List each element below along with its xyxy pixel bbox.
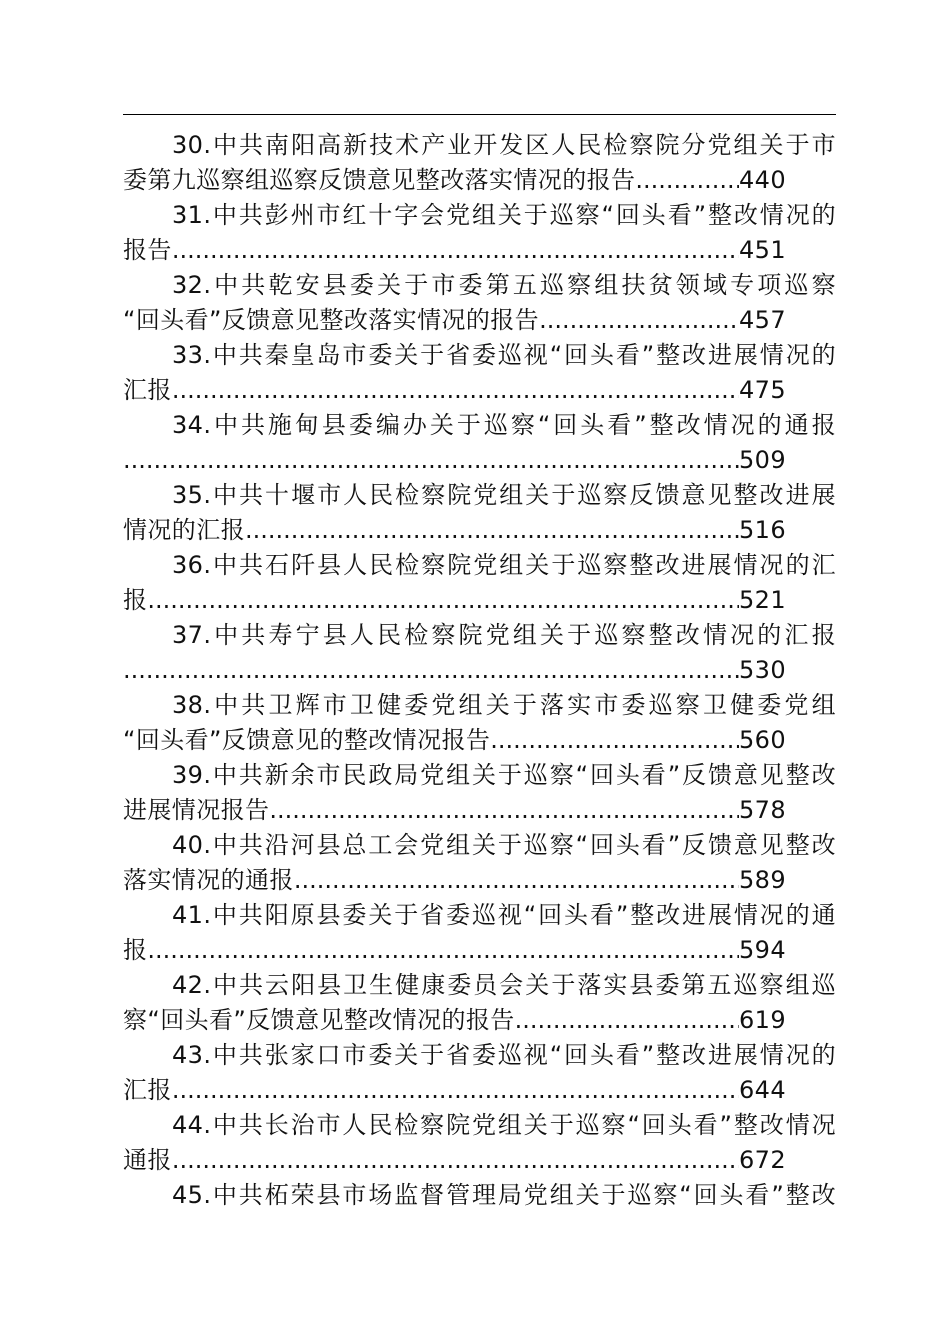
toc-page-number: 530 bbox=[738, 656, 786, 684]
toc-entry-title: 36.中共石阡县人民检察院党组关于巡察整改进展情况的汇 bbox=[172, 551, 836, 579]
toc-entry-title: 44.中共长治市人民检察院党组关于巡察“回头看”整改情况 bbox=[172, 1111, 836, 1139]
toc-entry[interactable] bbox=[123, 828, 836, 898]
toc-entry-title: 31.中共彭州市红十字会党组关于巡察“回头看”整改情况的 bbox=[172, 201, 836, 229]
toc-entry[interactable] bbox=[123, 128, 836, 198]
toc-entry-title-continuation: 汇报 bbox=[123, 376, 172, 404]
toc-entry-leader-line bbox=[123, 583, 786, 618]
toc-page-number: 594 bbox=[738, 936, 786, 964]
dot-leader bbox=[123, 653, 739, 688]
toc-entry-title: 32.中共乾安县委关于市委第五巡察组扶贫领域专项巡察 bbox=[172, 271, 836, 299]
toc-entry-leader-line bbox=[123, 163, 786, 198]
toc-entry-title: 33.中共秦皇岛市委关于省委巡视“回头看”整改进展情况的 bbox=[172, 341, 836, 369]
toc-entry-leader-line bbox=[123, 793, 786, 828]
toc-page-number: 457 bbox=[738, 306, 786, 334]
toc-entry[interactable] bbox=[123, 338, 836, 408]
toc-entry[interactable] bbox=[123, 1108, 836, 1178]
toc-entry-leader-line bbox=[123, 303, 786, 338]
toc-page-number: 521 bbox=[738, 586, 786, 614]
dot-leader bbox=[269, 793, 739, 828]
toc-page-number: 672 bbox=[738, 1146, 786, 1174]
toc-entry-title: 42.中共云阳县卫生健康委员会关于落实县委第五巡察组巡 bbox=[172, 971, 836, 999]
toc-entry[interactable] bbox=[123, 268, 836, 338]
toc-entry[interactable] bbox=[123, 198, 836, 268]
toc-entry-title: 45.中共柘荣县市场监督管理局党组关于巡察“回头看”整改 bbox=[172, 1181, 836, 1209]
toc-entry-title: 41.中共阳原县委关于省委巡视“回头看”整改进展情况的通 bbox=[172, 901, 836, 929]
toc-entry-title-continuation: 情况的汇报 bbox=[123, 516, 245, 544]
dot-leader bbox=[172, 1143, 739, 1178]
toc-entry-leader-line bbox=[123, 933, 786, 968]
toc-entry-leader-line bbox=[123, 373, 786, 408]
toc-page-number: 644 bbox=[738, 1076, 786, 1104]
toc-entry-title-continuation: 报告 bbox=[123, 236, 172, 264]
header-rule bbox=[123, 114, 836, 115]
dot-leader bbox=[245, 513, 739, 548]
toc-entry-leader-line bbox=[123, 1073, 786, 1108]
dot-leader bbox=[172, 1073, 739, 1108]
toc-entry[interactable] bbox=[123, 618, 836, 688]
toc-entry-title-continuation: 通报 bbox=[123, 1146, 172, 1174]
toc-page-number: 440 bbox=[738, 166, 786, 194]
toc-entry-title-continuation: 落实情况的通报 bbox=[123, 866, 294, 894]
toc-entry-title-continuation: “回头看”反馈意见的整改情况报告 bbox=[123, 726, 491, 754]
toc-entry-title: 43.中共张家口市委关于省委巡视“回头看”整改进展情况的 bbox=[172, 1041, 836, 1069]
dot-leader bbox=[172, 233, 739, 268]
toc-entry-title: 35.中共十堰市人民检察院党组关于巡察反馈意见整改进展 bbox=[172, 481, 836, 509]
toc-entry-title-continuation: “回头看”反馈意见整改落实情况的报告 bbox=[123, 306, 540, 334]
toc-page-number: 589 bbox=[738, 866, 786, 894]
toc-entry-leader-line bbox=[123, 1003, 786, 1038]
toc-entry[interactable] bbox=[123, 478, 836, 548]
table-of-contents bbox=[123, 128, 836, 1213]
dot-leader bbox=[123, 443, 739, 478]
toc-entry-leader-line bbox=[123, 653, 786, 688]
toc-entry-title-continuation: 汇报 bbox=[123, 1076, 172, 1104]
toc-entry[interactable] bbox=[123, 898, 836, 968]
toc-entry-title: 40.中共沿河县总工会党组关于巡察“回头看”反馈意见整改 bbox=[172, 831, 836, 859]
toc-entry[interactable] bbox=[123, 548, 836, 618]
toc-page-number: 509 bbox=[738, 446, 786, 474]
dot-leader bbox=[490, 723, 739, 758]
toc-entry-title: 34.中共施甸县委编办关于巡察“回头看”整改情况的通报 bbox=[172, 411, 836, 439]
toc-entry-title-continuation: 进展情况报告 bbox=[123, 796, 270, 824]
dot-leader bbox=[172, 373, 739, 408]
toc-entry-title: 30.中共南阳高新技术产业开发区人民检察院分党组关于市 bbox=[172, 131, 836, 159]
toc-entry-leader-line bbox=[123, 513, 786, 548]
toc-entry-leader-line bbox=[123, 443, 786, 478]
dot-leader bbox=[147, 933, 739, 968]
dot-leader bbox=[635, 163, 739, 198]
toc-entry[interactable] bbox=[123, 408, 836, 478]
toc-entry[interactable] bbox=[123, 968, 836, 1038]
toc-entry-title-continuation: 察“回头看”反馈意见整改情况的报告 bbox=[123, 1006, 515, 1034]
toc-page-number: 619 bbox=[738, 1006, 786, 1034]
toc-entry[interactable] bbox=[123, 688, 836, 758]
toc-page-number: 516 bbox=[738, 516, 786, 544]
toc-entry-title-continuation: 报 bbox=[123, 936, 148, 964]
toc-entry-title-continuation: 委第九巡察组巡察反馈意见整改落实情况的报告 bbox=[123, 166, 636, 194]
toc-entry-leader-line bbox=[123, 233, 786, 268]
toc-entry-leader-line bbox=[123, 1143, 786, 1178]
dot-leader bbox=[515, 1003, 739, 1038]
dot-leader bbox=[539, 303, 739, 338]
dot-leader bbox=[147, 583, 739, 618]
toc-page-number: 578 bbox=[738, 796, 786, 824]
toc-entry[interactable] bbox=[123, 1178, 836, 1213]
toc-entry-title: 38.中共卫辉市卫健委党组关于落实市委巡察卫健委党组 bbox=[172, 691, 836, 719]
toc-entry-title: 37.中共寿宁县人民检察院党组关于巡察整改情况的汇报 bbox=[172, 621, 836, 649]
toc-entry-title-continuation: 报 bbox=[123, 586, 148, 614]
toc-entry[interactable] bbox=[123, 758, 836, 828]
toc-entry-leader-line bbox=[123, 863, 786, 898]
toc-page-number: 475 bbox=[738, 376, 786, 404]
toc-entry-title: 39.中共新余市民政局党组关于巡察“回头看”反馈意见整改 bbox=[172, 761, 836, 789]
toc-entry-leader-line bbox=[123, 723, 786, 758]
toc-page-number: 560 bbox=[738, 726, 786, 754]
toc-page-number: 451 bbox=[738, 236, 786, 264]
toc-entry[interactable] bbox=[123, 1038, 836, 1108]
dot-leader bbox=[294, 863, 739, 898]
